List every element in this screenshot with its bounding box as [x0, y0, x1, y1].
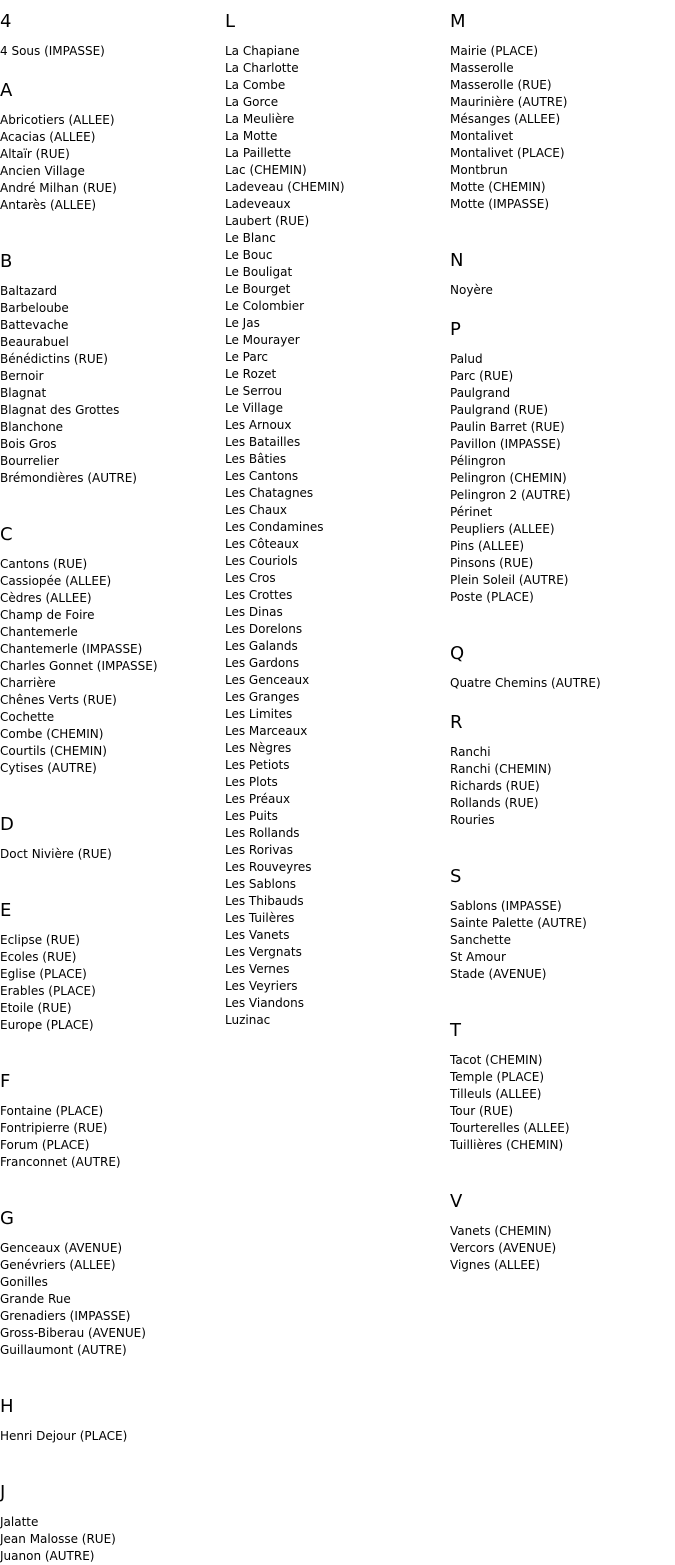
street-list-item: Pélingron	[450, 454, 506, 468]
street-list-item: Les Puits	[225, 809, 278, 823]
street-list-item: Richards (RUE)	[450, 779, 540, 793]
street-list	[225, 43, 445, 1029]
street-list-item: Lac (CHEMIN)	[225, 163, 307, 177]
section-letter-heading: F	[0, 1071, 11, 1092]
street-list-item: Chantemerle (IMPASSE)	[0, 642, 143, 656]
street-list-item: Les Couriols	[225, 554, 298, 568]
street-list-item: Peupliers (ALLEE)	[450, 522, 555, 536]
street-list-item: Fontaine (PLACE)	[0, 1104, 104, 1118]
street-list-item: Ecoles (RUE)	[0, 950, 77, 964]
street-list-item: Les Chatagnes	[225, 486, 314, 500]
street-index-column-1	[0, 12, 220, 1565]
street-list-item: Mairie (PLACE)	[450, 44, 539, 58]
section-spacer	[450, 606, 675, 644]
street-list-item: Les Rollands	[225, 826, 300, 840]
street-list-item: Bois Gros	[0, 437, 57, 451]
street-list-item: Cassiopée (ALLEE)	[0, 574, 112, 588]
section-letter-heading: J	[0, 1482, 6, 1503]
street-list-item: St Amour	[450, 950, 506, 964]
street-list-item: Franconnet (AUTRE)	[0, 1155, 121, 1169]
street-list-item: Erables (PLACE)	[0, 984, 96, 998]
street-list-item: Etoile (RUE)	[0, 1001, 72, 1015]
street-list	[0, 1103, 220, 1171]
letter-section	[0, 12, 220, 81]
street-list-item: Fontripierre (RUE)	[0, 1121, 108, 1135]
street-list-item: Gross-Biberau (AVENUE)	[0, 1326, 146, 1340]
street-list-item: Les Bâties	[225, 452, 287, 466]
street-list-item: Les Marceaux	[225, 724, 308, 738]
street-list-item: Doct Nivière (RUE)	[0, 847, 112, 861]
street-list-item: Grande Rue	[0, 1292, 71, 1306]
street-list-item: Pinsons (RUE)	[450, 556, 534, 570]
street-list-item: Ancien Village	[0, 164, 85, 178]
street-list-item: Plein Soleil (AUTRE)	[450, 573, 569, 587]
street-list-item: Sainte Palette (AUTRE)	[450, 916, 587, 930]
street-list-item: Eclipse (RUE)	[0, 933, 80, 947]
section-letter-heading: R	[450, 712, 463, 733]
letter-section	[0, 1397, 220, 1483]
street-list-item: Masserolle (RUE)	[450, 78, 552, 92]
street-index-column-2	[225, 12, 445, 1029]
street-list-item: Pavillon (IMPASSE)	[450, 437, 561, 451]
letter-section	[0, 815, 220, 901]
street-list-item: Henri Dejour (PLACE)	[0, 1429, 128, 1443]
letter-section	[0, 252, 220, 525]
street-list-item: 4 Sous (IMPASSE)	[0, 44, 105, 58]
section-letter-heading: N	[450, 250, 464, 271]
street-list-item: Ranchi (CHEMIN)	[450, 762, 552, 776]
street-list-item: La Paillette	[225, 146, 292, 160]
street-list-item: Stade (AVENUE)	[450, 967, 547, 981]
street-list-item: Brémondières (AUTRE)	[0, 471, 137, 485]
street-list-item: Ladeveau (CHEMIN)	[225, 180, 345, 194]
street-list-item: Pins (ALLEE)	[450, 539, 525, 553]
street-list-item: Le Bouligat	[225, 265, 293, 279]
letter-section	[450, 320, 675, 644]
street-list	[0, 43, 220, 60]
street-list-item: Vercors (AVENUE)	[450, 1241, 557, 1255]
street-list-item: Tour (RUE)	[450, 1104, 514, 1118]
street-list-item: Les Plots	[225, 775, 278, 789]
street-list-item: La Charlotte	[225, 61, 299, 75]
letter-section	[450, 1192, 675, 1274]
section-letter-heading: B	[0, 251, 13, 272]
street-list-item: Beaurabuel	[0, 335, 69, 349]
street-list-item: Les Viandons	[225, 996, 304, 1010]
street-list-item: Courtils (CHEMIN)	[0, 744, 107, 758]
letter-section	[450, 12, 675, 251]
street-list-item: Le Rozet	[225, 367, 277, 381]
street-list-item: Les Crottes	[225, 588, 293, 602]
street-list-item: Acacias (ALLEE)	[0, 130, 96, 144]
street-list-item: Les Galands	[225, 639, 298, 653]
section-spacer	[450, 983, 675, 1021]
street-list-item: Paulgrand (RUE)	[450, 403, 548, 417]
street-list-item: Les Batailles	[225, 435, 301, 449]
street-list-item: Montalivet	[450, 129, 514, 143]
street-list-item: Les Thibauds	[225, 894, 304, 908]
street-list-item: Les Cantons	[225, 469, 299, 483]
section-spacer	[0, 863, 220, 901]
street-list	[450, 351, 675, 606]
section-letter-heading: C	[0, 524, 13, 545]
street-list-item: La Meulière	[225, 112, 295, 126]
street-list	[450, 898, 675, 983]
street-list-item: Le Village	[225, 401, 283, 415]
street-list-item: Blagnat	[0, 386, 47, 400]
street-list-item: Montbrun	[450, 163, 508, 177]
section-spacer	[0, 1171, 220, 1209]
section-spacer	[450, 829, 675, 867]
street-list-item: Tourterelles (ALLEE)	[450, 1121, 570, 1135]
street-list-item: Bernoir	[0, 369, 44, 383]
letter-section	[0, 1209, 220, 1397]
street-list-item: Rollands (RUE)	[450, 796, 539, 810]
street-list-item: Genévriers (ALLEE)	[0, 1258, 116, 1272]
street-list-item: Grenadiers (IMPASSE)	[0, 1309, 131, 1323]
street-list-item: Pelingron (CHEMIN)	[450, 471, 567, 485]
street-list-item: Abricotiers (ALLEE)	[0, 113, 115, 127]
street-list-item: Masserolle	[450, 61, 514, 75]
street-list-item: Pelingron 2 (AUTRE)	[450, 488, 571, 502]
street-list-item: La Chapiane	[225, 44, 300, 58]
street-list-item: Les Vergnats	[225, 945, 302, 959]
street-index-column-3	[450, 12, 675, 1274]
street-list-item: Le Mourayer	[225, 333, 300, 347]
street-list-item: Gonilles	[0, 1275, 48, 1289]
street-list-item: Jean Malosse (RUE)	[0, 1532, 116, 1546]
street-list-item: Les Condamines	[225, 520, 324, 534]
street-list-item: La Combe	[225, 78, 286, 92]
street-list-item: Maurinière (AUTRE)	[450, 95, 568, 109]
street-list	[0, 1240, 220, 1359]
street-list-item: Rouries	[450, 813, 495, 827]
street-list-item: Battevache	[0, 318, 69, 332]
street-list-item: Forum (PLACE)	[0, 1138, 90, 1152]
street-list-item: Palud	[450, 352, 483, 366]
street-list-item: Les Veyriers	[225, 979, 298, 993]
street-list-item: Sanchette	[450, 933, 511, 947]
street-list-item: Chênes Verts (RUE)	[0, 693, 117, 707]
street-list-item: Charrière	[0, 676, 56, 690]
street-list-item: Temple (PLACE)	[450, 1070, 545, 1084]
street-list-item: Les Tuilères	[225, 911, 295, 925]
street-list	[0, 556, 220, 777]
street-list-item: Eglise (PLACE)	[0, 967, 87, 981]
section-spacer	[0, 1445, 220, 1483]
street-list-item: Parc (RUE)	[450, 369, 514, 383]
section-spacer	[0, 487, 220, 525]
street-list-item: Tuillières (CHEMIN)	[450, 1138, 564, 1152]
street-list-item: Jalatte	[0, 1515, 39, 1529]
street-list-item: Le Blanc	[225, 231, 276, 245]
letter-section	[450, 644, 675, 713]
street-list-item: Périnet	[450, 505, 493, 519]
street-list-item: Motte (CHEMIN)	[450, 180, 546, 194]
section-letter-heading: S	[450, 866, 462, 887]
street-list-item: Chantemerle	[0, 625, 78, 639]
street-list-item: Champ de Foire	[0, 608, 95, 622]
street-list-item: Les Cros	[225, 571, 276, 585]
section-spacer	[0, 214, 220, 252]
street-list	[450, 744, 675, 829]
street-list-item: Blanchone	[0, 420, 64, 434]
street-list-item: Le Bourget	[225, 282, 291, 296]
street-list-item: Barbeloube	[0, 301, 69, 315]
street-list-item: Charles Gonnet (IMPASSE)	[0, 659, 158, 673]
street-list-item: Les Côteaux	[225, 537, 299, 551]
street-list-item: Mésanges (ALLEE)	[450, 112, 561, 126]
street-list-item: Les Granges	[225, 690, 300, 704]
street-list-item: Cochette	[0, 710, 55, 724]
letter-section	[450, 1021, 675, 1192]
street-list-item: Sablons (IMPASSE)	[450, 899, 562, 913]
street-list-item: Poste (PLACE)	[450, 590, 534, 604]
street-list	[0, 1428, 220, 1445]
street-list-item: Les Vanets	[225, 928, 290, 942]
section-letter-heading: L	[225, 11, 236, 32]
street-list-item: Baltazard	[0, 284, 57, 298]
street-list	[450, 1052, 675, 1154]
street-list-item: Le Colombier	[225, 299, 305, 313]
street-list-item: Combe (CHEMIN)	[0, 727, 104, 741]
section-spacer	[450, 213, 675, 251]
street-list	[0, 283, 220, 487]
street-list-item: Europe (PLACE)	[0, 1018, 94, 1032]
street-list-item: Tacot (CHEMIN)	[450, 1053, 543, 1067]
street-list-item: Cantons (RUE)	[0, 557, 88, 571]
letter-section	[0, 901, 220, 1072]
street-list-item: Vanets (CHEMIN)	[450, 1224, 552, 1238]
street-list-item: Les Gardons	[225, 656, 300, 670]
section-spacer	[0, 1359, 220, 1397]
street-list	[450, 282, 675, 299]
section-letter-heading: Q	[450, 643, 465, 664]
street-list-item: Les Limites	[225, 707, 293, 721]
street-list	[0, 932, 220, 1034]
street-list-item: La Motte	[225, 129, 278, 143]
street-list-item: André Milhan (RUE)	[0, 181, 117, 195]
section-letter-heading: M	[450, 11, 466, 32]
street-list-item: Les Dorelons	[225, 622, 303, 636]
street-list-item: Les Petiots	[225, 758, 290, 772]
street-list-item: La Gorce	[225, 95, 279, 109]
street-list	[450, 1223, 675, 1274]
section-letter-heading: D	[0, 814, 14, 835]
street-list-item: Blagnat des Grottes	[0, 403, 120, 417]
street-list-item: Paulgrand	[450, 386, 511, 400]
street-list-item: Guillaumont (AUTRE)	[0, 1343, 127, 1357]
street-list-item: Les Chaux	[225, 503, 287, 517]
street-list-item: Les Rorivas	[225, 843, 294, 857]
street-list-item: Ladeveaux	[225, 197, 291, 211]
section-spacer	[0, 1034, 220, 1072]
street-list-item: Les Genceaux	[225, 673, 310, 687]
section-spacer	[450, 692, 675, 713]
street-list-item: Montalivet (PLACE)	[450, 146, 565, 160]
street-list-item: Les Préaux	[225, 792, 291, 806]
street-list-item: Le Parc	[225, 350, 268, 364]
street-list-item: Les Dinas	[225, 605, 283, 619]
street-list-item: Les Rouveyres	[225, 860, 312, 874]
street-list-item: Cèdres (ALLEE)	[0, 591, 92, 605]
section-letter-heading: H	[0, 1396, 14, 1417]
street-list	[0, 1514, 220, 1565]
section-letter-heading: P	[450, 319, 461, 340]
letter-section	[450, 251, 675, 320]
letter-section	[0, 1072, 220, 1209]
street-list-item: Laubert (RUE)	[225, 214, 310, 228]
section-spacer	[450, 299, 675, 320]
street-list-item: Altaïr (RUE)	[0, 147, 70, 161]
street-list-item: Le Bouc	[225, 248, 273, 262]
street-list-item: Bénédictins (RUE)	[0, 352, 108, 366]
section-letter-heading: G	[0, 1208, 14, 1229]
letter-section	[450, 713, 675, 867]
street-list-item: Les Vernes	[225, 962, 290, 976]
letter-section	[225, 12, 445, 1029]
street-list-item: Antarès (ALLEE)	[0, 198, 97, 212]
section-spacer	[0, 777, 220, 815]
street-list-item: Tilleuls (ALLEE)	[450, 1087, 542, 1101]
section-letter-heading: 4	[0, 11, 12, 32]
letter-section	[0, 1483, 220, 1565]
section-spacer	[450, 1154, 675, 1192]
street-list	[0, 112, 220, 214]
street-list-item: Les Sablons	[225, 877, 297, 891]
street-list	[450, 43, 675, 213]
section-letter-heading: V	[450, 1191, 463, 1212]
street-list	[450, 675, 675, 692]
letter-section	[0, 81, 220, 252]
street-list-item: Le Serrou	[225, 384, 283, 398]
street-list-item: Les Arnoux	[225, 418, 292, 432]
section-spacer	[0, 60, 220, 81]
letter-section	[450, 867, 675, 1021]
street-list-item: Juanon (AUTRE)	[0, 1549, 95, 1563]
street-list-item: Paulin Barret (RUE)	[450, 420, 565, 434]
street-list-item: Le Jas	[225, 316, 260, 330]
street-list	[0, 846, 220, 863]
street-list-item: Noyère	[450, 283, 493, 297]
street-list-item: Cytises (AUTRE)	[0, 761, 97, 775]
street-list-item: Bourrelier	[0, 454, 59, 468]
letter-section	[0, 525, 220, 815]
section-letter-heading: T	[450, 1020, 461, 1041]
street-list-item: Motte (IMPASSE)	[450, 197, 550, 211]
section-letter-heading: A	[0, 80, 13, 101]
street-list-item: Ranchi	[450, 745, 491, 759]
section-letter-heading: E	[0, 900, 12, 921]
street-list-item: Genceaux (AVENUE)	[0, 1241, 123, 1255]
street-list-item: Quatre Chemins (AUTRE)	[450, 676, 601, 690]
street-list-item: Vignes (ALLEE)	[450, 1258, 541, 1272]
street-list-item: Luzinac	[225, 1013, 271, 1027]
street-list-item: Les Nègres	[225, 741, 292, 755]
